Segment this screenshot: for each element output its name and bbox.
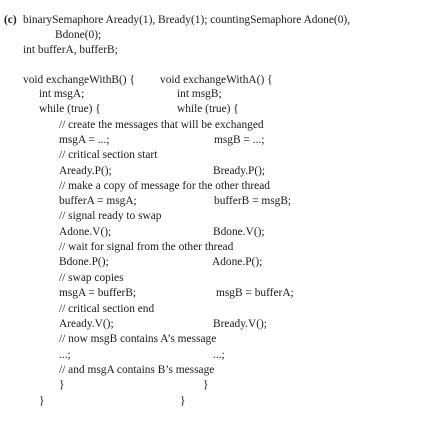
closing-brace-left: } xyxy=(39,395,45,407)
code-line-right: Bready.P(); xyxy=(213,165,266,177)
section-label: (c) xyxy=(4,14,17,26)
code-line-left: Adone.V(); xyxy=(59,226,112,238)
code-line-right: msgB = bufferA; xyxy=(216,287,294,299)
header-line-1: binarySemaphore Aready(1), Bready(1); countingSemaphore Adone(0), xyxy=(23,14,351,26)
code-line-left: msgA = ...; xyxy=(59,134,110,146)
closing-brace-right: } xyxy=(203,379,209,391)
code-line-left: int msgA; xyxy=(39,88,85,100)
code-line-right: Bready.V(); xyxy=(213,318,267,330)
code-line-left: bufferA = msgA; xyxy=(59,195,137,207)
comment-line: // make a copy of message for the other thread xyxy=(59,180,270,192)
comment-line: // critical section start xyxy=(59,149,158,161)
code-line-left: Bdone.P(); xyxy=(59,256,109,268)
comment-line: // create the messages that will be exchanged xyxy=(59,119,264,131)
code-line-left: while (true) { xyxy=(39,103,101,115)
comment-line: // wait for signal from the other thread xyxy=(59,241,234,253)
comment-line: // signal ready to swap xyxy=(59,210,162,222)
comment-line: // critical section end xyxy=(59,303,155,315)
header-line-2: Bdone(0); xyxy=(55,29,102,41)
code-line-right: msgB = ...; xyxy=(214,134,265,146)
code-line-left: msgA = bufferB; xyxy=(59,287,137,299)
code-line-right: ...; xyxy=(213,349,225,361)
code-line-right: int msgB; xyxy=(177,88,222,100)
code-line-left: Aready.V(); xyxy=(59,318,114,330)
code-line-left: Aready.P(); xyxy=(59,165,112,177)
closing-brace-right: } xyxy=(180,395,186,407)
code-line-right: Bdone.V(); xyxy=(213,226,265,238)
comment-line: // and msgA contains B’s message xyxy=(59,364,215,376)
code-line-left: ...; xyxy=(59,349,71,361)
comment-line: // swap copies xyxy=(59,272,124,284)
header-line-3: int bufferA, bufferB; xyxy=(23,44,118,56)
comment-line: // now msgB contains A’s message xyxy=(59,333,217,345)
code-line-right: bufferB = msgB; xyxy=(214,195,292,207)
code-line-right: Adone.P(); xyxy=(212,256,263,268)
exchange-with-a-signature: void exchangeWithA() { xyxy=(160,74,273,86)
code-line-right: while (true) { xyxy=(177,103,239,115)
closing-brace-left: } xyxy=(59,379,65,391)
exchange-with-b-signature: void exchangeWithB() { xyxy=(23,74,135,86)
